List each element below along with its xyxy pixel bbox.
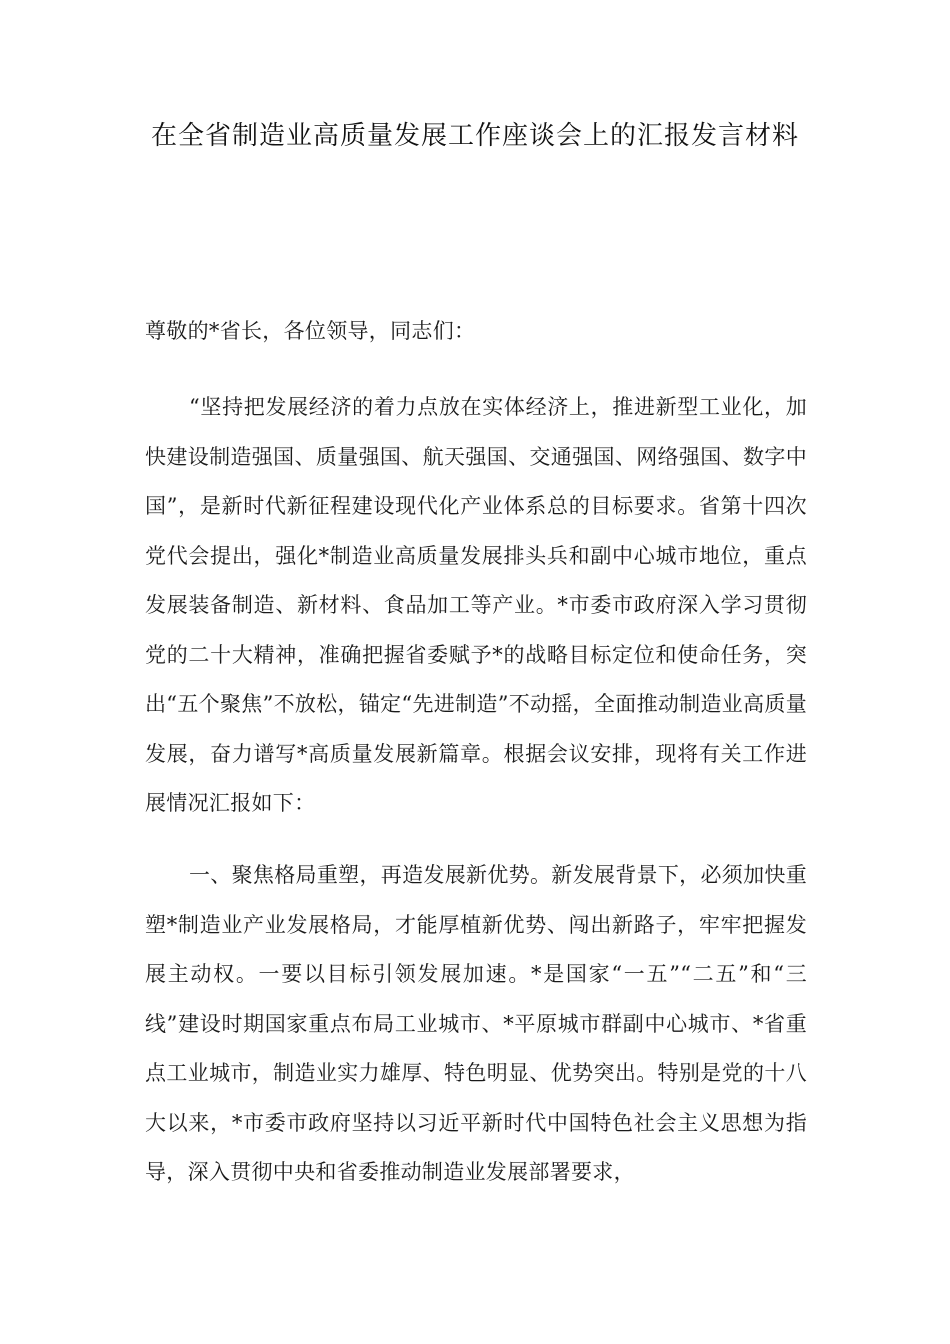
paragraph-section-one: 一、聚焦格局重塑，再造发展新优势。新发展背景下，必须加快重塑*制造业产业发展格局，才能厚植新优势、闯出新路子，牢牢把握发展主动权。一要以目标引领发展加速。*是国家“一五”“二五”和“三线”建设时期国家重点布局工业城市、*平原城市群副中心城市、*省重点工业城市，制造业实力雄厚、特色明显、优势突出。特别是党的十八大以来，*市委市政府坚持以习近平新时代中国特色社会主义思想为指导，深入贯彻中央和省委推动制造业发展部署要求， xyxy=(145,863,807,1184)
paragraph-intro: “坚持把发展经济的着力点放在实体经济上，推进新型工业化，加快建设制造强国、质量强国、航天强国、交通强国、网络强国、数字中国”，是新时代新征程建设现代化产业体系总的目标要求。省第十四次党代会提出，强化*制造业高质量发展排头兵和副中心城市地位，重点发展装备制造、新材料、食品加工等产业。*市委市政府深入学习贯彻党的二十大精神，准确把握省委赋予*的战略目标定位和使命任务，突出“五个聚焦”不放松，锚定“先进制造”不动摇，全面推动制造业高质量发展，奋力谱写*高质量发展新篇章。根据会议安排，现将有关工作进展情况汇报如下： xyxy=(145,395,807,815)
salutation: 尊敬的*省长，各位领导，同志们： xyxy=(145,319,476,343)
document-title: 在全省制造业高质量发展工作座谈会上的汇报发言材料 xyxy=(150,121,799,151)
